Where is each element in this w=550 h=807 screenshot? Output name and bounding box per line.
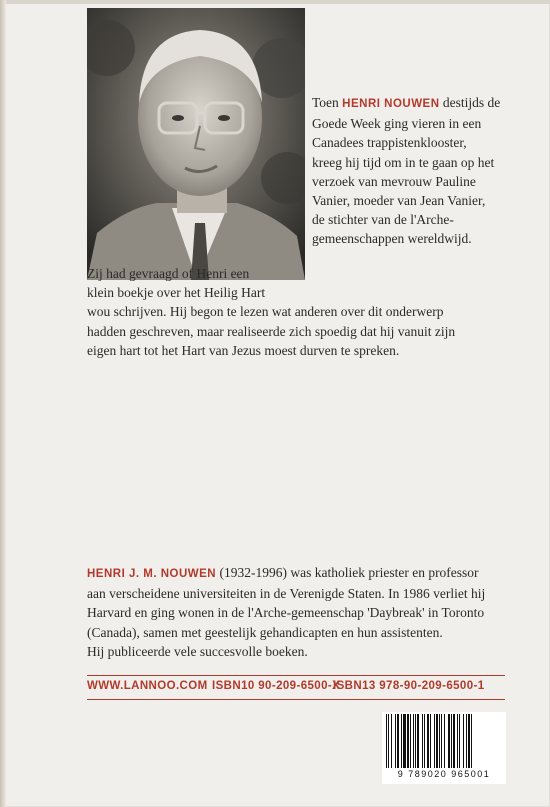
barcode-bar <box>424 714 425 768</box>
barcode-bar <box>386 714 387 768</box>
barcode-bar <box>441 714 442 768</box>
barcode-bar <box>434 714 435 768</box>
intro-first-word: Toen <box>312 95 339 110</box>
barcode-bar <box>403 714 406 768</box>
intro-cont-line: Zij had gevraagd of Henri een <box>87 266 250 281</box>
barcode-bar <box>427 714 429 768</box>
barcode-bar <box>430 714 431 768</box>
barcode-number: 9 789020 965001 <box>397 769 491 779</box>
barcode-bar <box>448 714 450 768</box>
intro-line: gemeenschappen wereldwijd. <box>312 231 472 247</box>
intro-cont-line: eigen hart tot het Hart van Jezus moest durven te spreken. <box>87 342 400 358</box>
barcode-bar <box>439 714 440 768</box>
footer-divider-top <box>87 675 505 676</box>
intro-line: de stichter van de l'Arche- <box>312 212 454 228</box>
barcode-bar <box>451 714 452 768</box>
bio-line-1-rest: (1932-1996) was katholiek priester en professor <box>219 565 479 580</box>
intro-line: Canadees trappistenklooster, <box>312 135 467 151</box>
barcode <box>382 712 506 784</box>
barcode-bar <box>436 714 438 768</box>
author-portrait-image <box>87 8 305 280</box>
bio-line-1 <box>87 563 517 584</box>
barcode-bar <box>401 714 402 768</box>
barcode-bar <box>459 714 460 768</box>
barcode-bar <box>391 714 392 768</box>
publisher-website[interactable]: WWW.LANNOO.COM <box>87 680 208 692</box>
intro-cont-line: klein boekje over het Heilig Hart <box>87 285 266 301</box>
barcode-bar <box>422 714 423 768</box>
barcode-bar <box>466 714 467 768</box>
intro-line: Goede Week ging vieren in een <box>312 116 482 132</box>
barcode-bar <box>463 714 464 768</box>
intro-text <box>312 93 522 249</box>
bio-line: aan verscheidene universiteiten in de Verenigde Staten. In 1986 verliet hij <box>87 586 486 602</box>
cover-left-edge <box>0 0 6 807</box>
intro-cont-line: hadden geschreven, maar realiseerde zich spoedig dat hij vanuit zijn <box>87 323 456 339</box>
barcode-bars <box>386 714 502 768</box>
bio-author-name: HENRI J. M. NOUWEN <box>87 568 217 580</box>
intro-line: kreeg hij tijd om in te gaan op het <box>312 154 495 170</box>
intro-continuation <box>87 264 507 360</box>
barcode-bar <box>395 714 396 768</box>
bio-line: (Canada), samen met geestelijk gehandicapten en hun assistenten. <box>87 624 443 640</box>
bio-line: Harvard en ging wonen in de l'Arche-gemeenschap 'Daybreak' in Toronto <box>87 605 485 621</box>
barcode-bar <box>417 714 419 768</box>
author-biography <box>87 563 517 661</box>
intro-line-1-rest: destijds de <box>442 95 501 110</box>
barcode-bar <box>453 714 455 768</box>
author-photo <box>87 8 305 280</box>
isbn13-label: ISBN13 978-90-209-6500-1 <box>333 680 485 692</box>
barcode-bar <box>388 714 389 768</box>
barcode-bar <box>410 714 411 768</box>
barcode-bar <box>407 714 409 768</box>
barcode-bar <box>397 714 399 768</box>
footer-info-row <box>87 680 507 698</box>
isbn10-label: ISBN10 90-209-6500-X <box>212 680 341 692</box>
footer-divider-bottom <box>87 699 505 700</box>
barcode-bar <box>413 714 414 768</box>
barcode-bar <box>444 714 445 768</box>
author-name: HENRI NOUWEN <box>342 98 440 110</box>
cover-top-edge <box>0 0 550 4</box>
barcode-bar <box>457 714 458 768</box>
barcode-bar <box>471 714 472 768</box>
bio-line: Hij publiceerde vele succesvolle boeken. <box>87 643 308 659</box>
intro-line: verzoek van mevrouw Pauline <box>312 173 476 189</box>
intro-line: Vanier, moeder van Jean Vanier, <box>312 193 486 209</box>
barcode-bar <box>415 714 416 768</box>
barcode-bar <box>468 714 470 768</box>
intro-cont-line: wou schrijven. Hij begon te lezen wat anderen over dit onderwerp <box>87 304 444 320</box>
intro-line-1 <box>312 93 522 114</box>
